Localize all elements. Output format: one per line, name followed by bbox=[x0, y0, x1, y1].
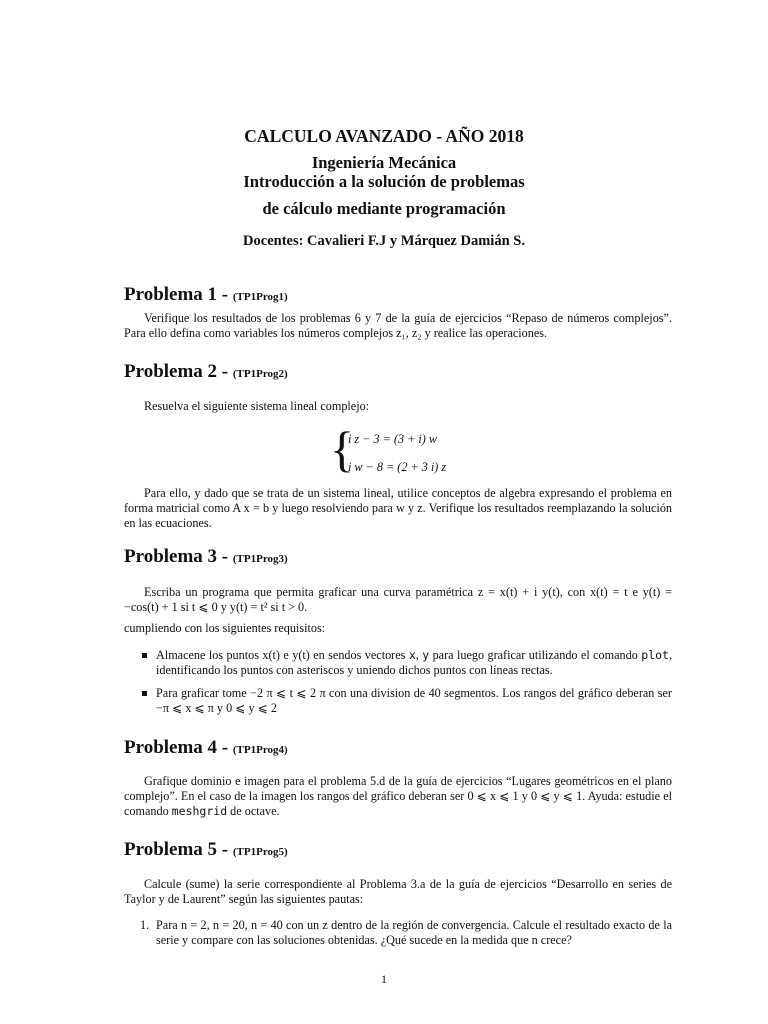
equation-system bbox=[330, 421, 530, 478]
problem-2-heading bbox=[124, 361, 288, 383]
problem-2-text: Para ello, y dado que se trata de un sistema lineal, utilice conceptos de algebra expresando el problema en forma matricial como A x = b y luego resolviendo para w y z. Verifique los resultados reemplazando la solución en las ecuaciones. bbox=[124, 486, 672, 530]
teachers-line: Docentes: Cavalieri F.J y Márquez Damián S. bbox=[243, 233, 525, 249]
equation-1: i z − 3 = (3 + i) w bbox=[348, 432, 437, 446]
problem-4-heading bbox=[124, 737, 288, 759]
bullet-icon bbox=[142, 691, 147, 696]
list-item-number: 1. bbox=[140, 918, 150, 932]
course-title: CALCULO AVANZADO - AÑO 2018 bbox=[244, 126, 524, 146]
bullet-1-text-a: Almacene los puntos x(t) e y(t) en sendos vectores bbox=[156, 648, 409, 662]
problem-4-title: Problema 4 - bbox=[124, 737, 233, 758]
bullet-1-text-b: , bbox=[415, 648, 423, 662]
problem-4-code: (TP1Prog4) bbox=[232, 744, 288, 756]
list-item-text: Para n = 2, n = 20, n = 40 con un z dentro de la región de convergencia. Calcule el resultado exacto de la serie y compare con las soluciones obtenidas. ¿Qué sucede en la medida que n crece? bbox=[156, 918, 672, 947]
subtitle-topic: de cálculo mediante programación bbox=[262, 199, 506, 218]
problem-1-text: Verifique los resultados de los problemas 6 y 7 de la guía de ejercicios “Repaso de números complejos”. Para ello defina como variables los números complejos z₁, z₂ y realice las operaciones. bbox=[124, 311, 672, 340]
problem-5-heading bbox=[124, 839, 288, 861]
list-item bbox=[140, 918, 672, 948]
problem-3-text: Escriba un programa que permita graficar una curva paramétrica z = x(t) + i y(t), con x(t) = t e y(t) = −cos(t) + 1 si t ⩽ 0 y y(t) = t² si t > 0. bbox=[124, 585, 672, 614]
subtitle-career: Ingeniería Mecánica bbox=[311, 153, 457, 172]
problem-2-title: Problema 2 - bbox=[124, 361, 233, 382]
code-meshgrid: meshgrid bbox=[171, 804, 228, 818]
problem-5-enum-list bbox=[140, 918, 672, 948]
problem-4-text bbox=[124, 774, 672, 819]
problem-3-title: Problema 3 - bbox=[124, 546, 233, 567]
problem-3-code: (TP1Prog3) bbox=[232, 553, 288, 565]
left-brace-symbol: { bbox=[330, 421, 354, 477]
page-number: 1 bbox=[381, 972, 387, 986]
subtitle-intro: Introducción a la solución de problemas bbox=[243, 172, 525, 191]
bullet-icon bbox=[142, 653, 147, 658]
problem-3-bullet-list bbox=[140, 648, 672, 724]
problem-5-title: Problema 5 - bbox=[124, 839, 233, 860]
problem-1-code: (TP1Prog1) bbox=[232, 291, 288, 303]
problem-4-text-b: de octave. bbox=[227, 804, 280, 818]
problem-2-code: (TP1Prog2) bbox=[232, 368, 288, 380]
problem-1-heading bbox=[124, 284, 288, 306]
code-x: x bbox=[408, 648, 416, 662]
bullet-item bbox=[140, 686, 672, 716]
bullet-1-text-c: para luego graficar utilizando el comando bbox=[429, 648, 642, 662]
problem-3-requirements-intro: cumpliendo con los siguientes requisitos: bbox=[124, 621, 326, 635]
equation-2: i w − 8 = (2 + 3 i) z bbox=[348, 460, 447, 474]
bullet-2-text: Para graficar tome −2 π ⩽ t ⩽ 2 π con una division de 40 segmentos. Los rangos del gráfico deberan ser −π ⩽ x ⩽ π y 0 ⩽ y ⩽ 2 bbox=[156, 686, 672, 715]
problem-2-intro: Resuelva el siguiente sistema lineal complejo: bbox=[144, 399, 370, 413]
problem-4-text-a: Grafique dominio e imagen para el problema 5.d de la guía de ejercicios “Lugares geométricos en el plano complejo”. En el caso de la imagen los rangos del gráfico deberan ser 0 ⩽ x ⩽ 1 y 0 ⩽ y ⩽ 1. Ayuda: estudie el comando bbox=[124, 774, 672, 818]
problem-5-code: (TP1Prog5) bbox=[232, 846, 288, 858]
code-plot: plot bbox=[641, 648, 669, 662]
problem-3-heading bbox=[124, 546, 288, 568]
bullet-item bbox=[140, 648, 672, 678]
problem-1-title: Problema 1 - bbox=[124, 284, 233, 305]
bullet-1-text-d: , identificando los puntos con asteriscos y uniendo dichos puntos con líneas rectas. bbox=[156, 648, 672, 677]
problem-5-text: Calcule (sume) la serie correspondiente al Problema 3.a de la guía de ejercicios “Desarrollo en series de Taylor y de Laurent” según las siguientes pautas: bbox=[124, 877, 672, 906]
code-y: y bbox=[422, 648, 430, 662]
